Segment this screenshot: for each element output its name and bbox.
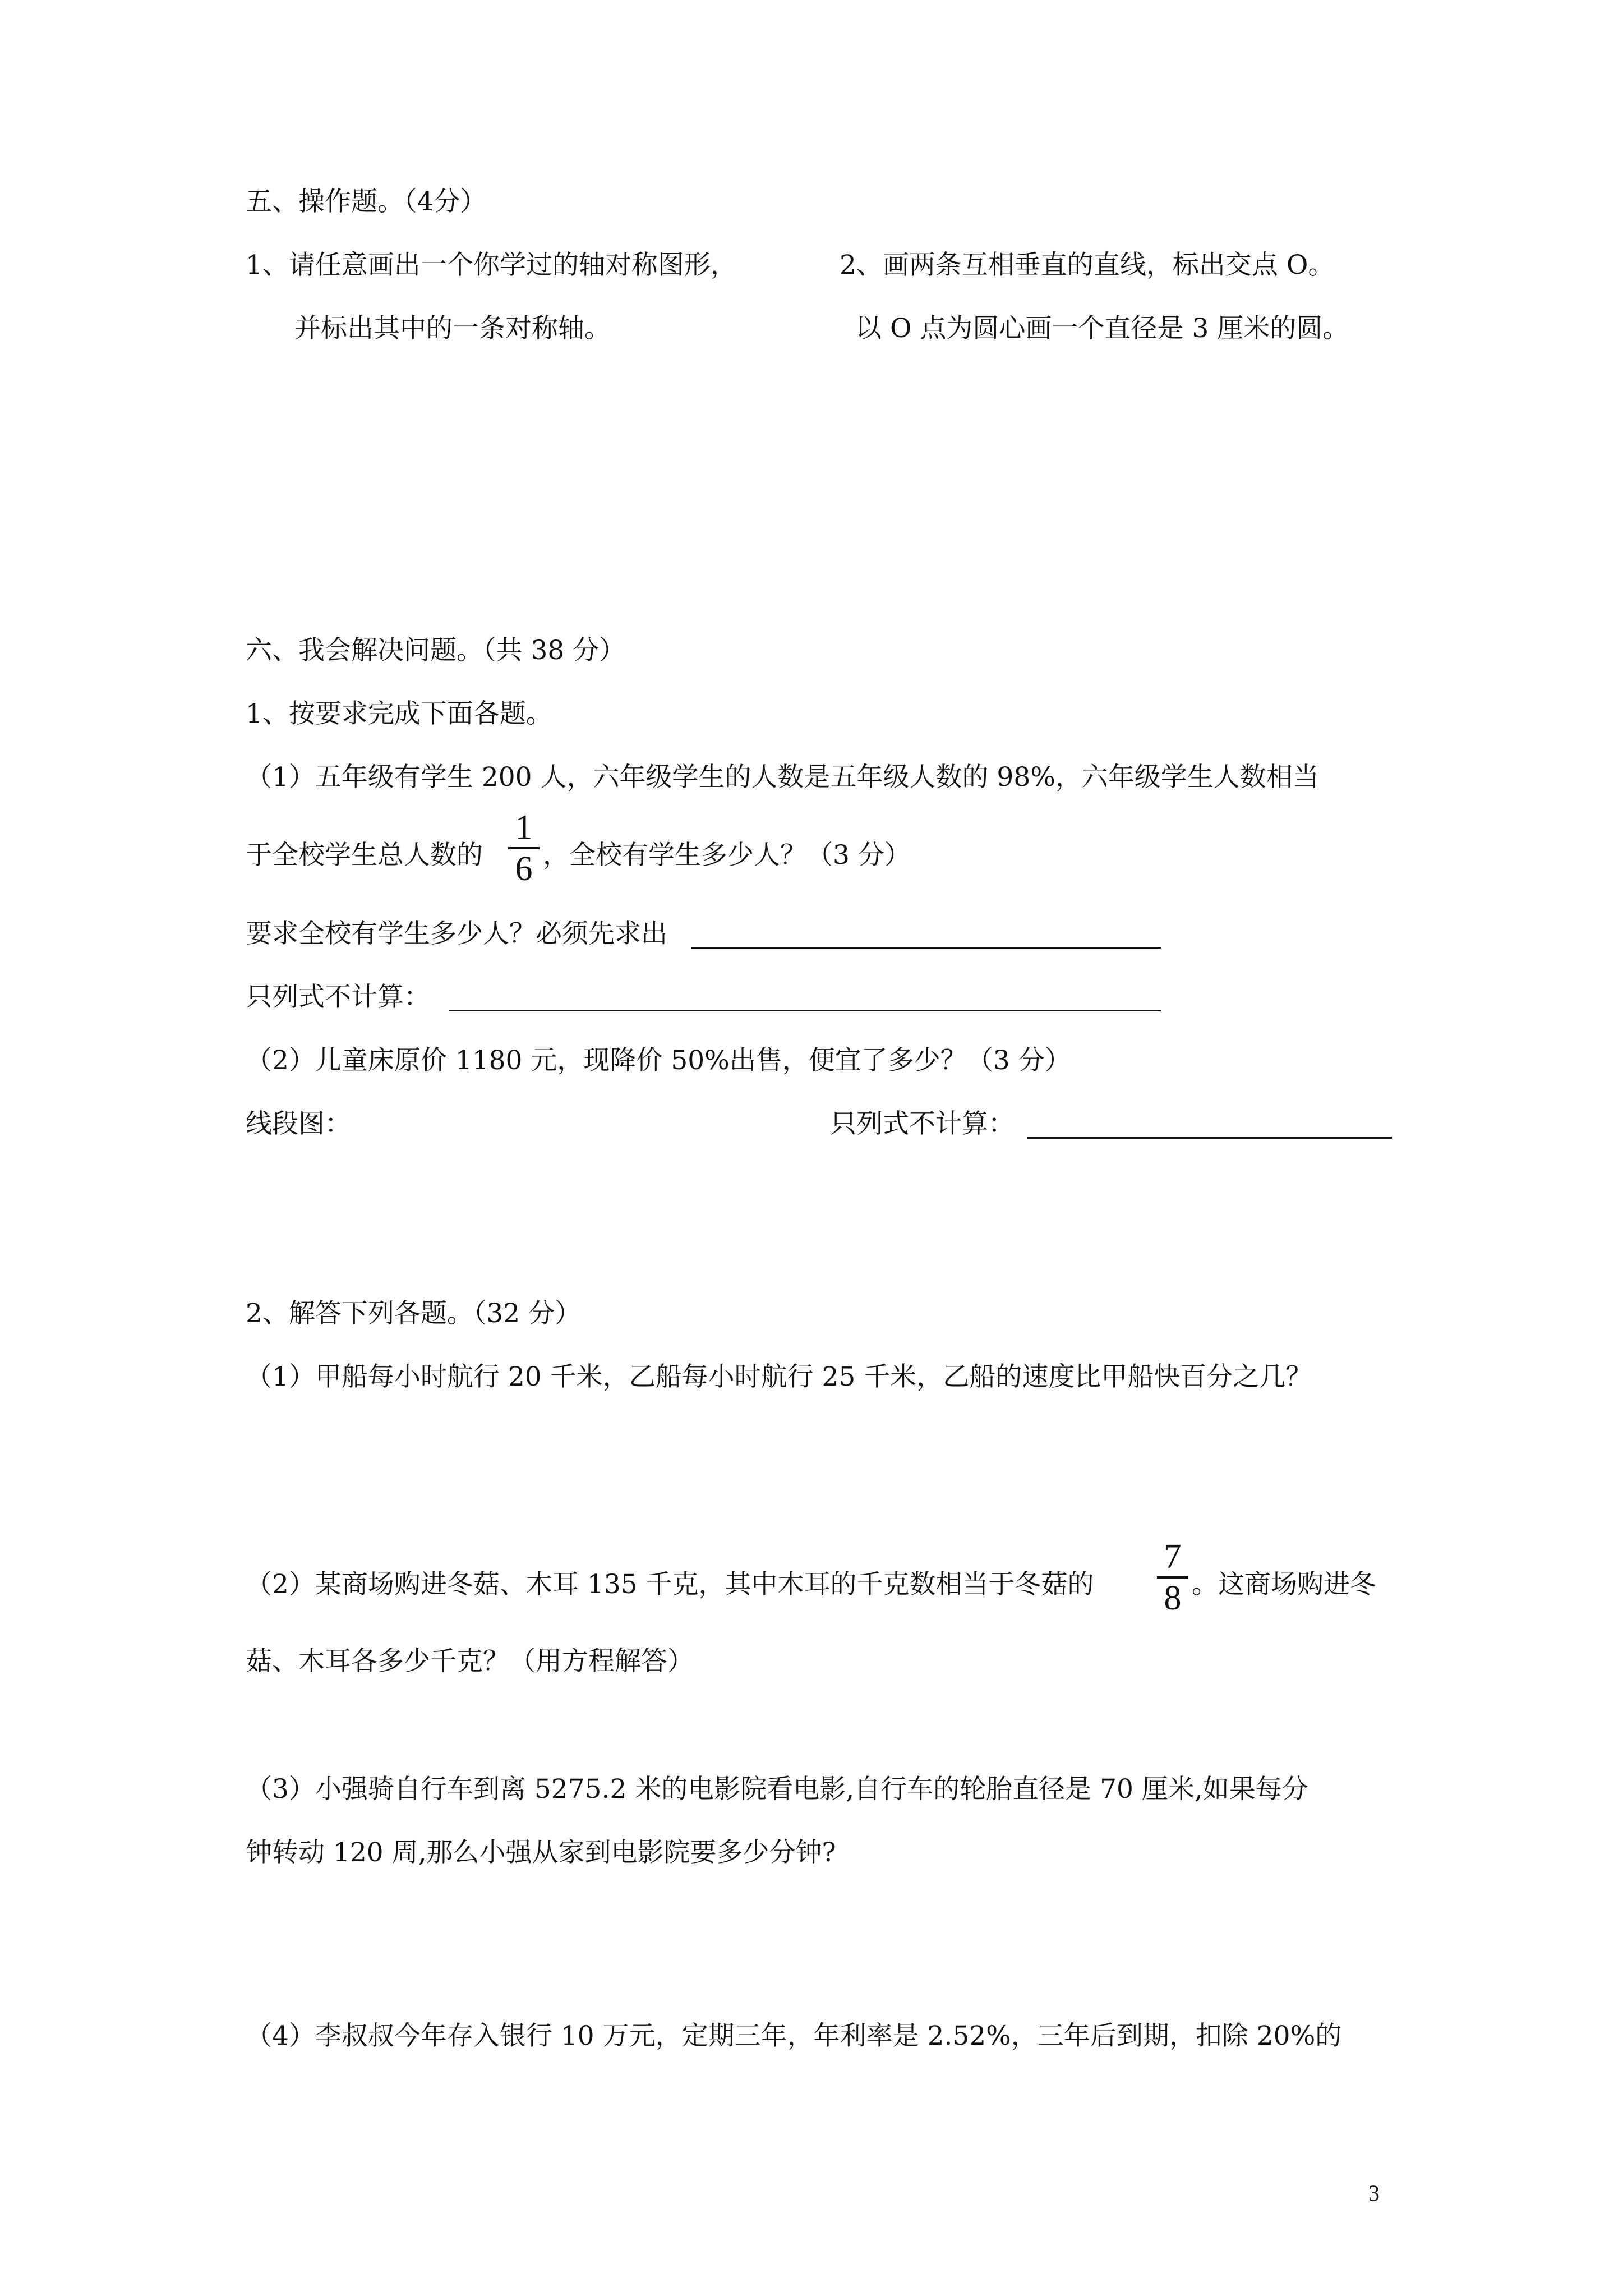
fraction-numerator: 7 — [1164, 1538, 1182, 1576]
s5-q2-line1: 2、画两条互相垂直的直线，标出交点 O。 — [840, 250, 1335, 280]
s6-part2-q2-line1-after: 。这商场购进冬 — [1192, 1569, 1376, 1600]
fraction-denominator: 6 — [515, 850, 533, 888]
answer-blank-3[interactable] — [1027, 1137, 1392, 1139]
s6-p2-formula-label: 只列式不计算： — [830, 1108, 1015, 1139]
section6-title: 六、我会解决问题。（共 38 分） — [246, 635, 626, 666]
s6-p2-diagram-label: 线段图： — [246, 1108, 351, 1139]
s6-p1-prompt1: 要求全校有学生多少人？必须先求出 — [246, 918, 667, 949]
s6-p2-line1: （2）儿童床原价 1180 元，现降价 50%出售，便宜了多少？（3 分） — [246, 1045, 1071, 1076]
fraction-bar — [1157, 1576, 1188, 1579]
s6-p1-prompt2: 只列式不计算： — [246, 982, 430, 1013]
answer-blank-2[interactable] — [449, 1010, 1161, 1011]
s5-q2-line2: 以 O 点为圆心画一个直径是 3 厘米的圆。 — [855, 313, 1349, 344]
s6-part2-q1: （1）甲船每小时航行 20 千米，乙船每小时航行 25 千米，乙船的速度比甲船快百分之几？ — [246, 1361, 1312, 1392]
fraction-one-sixth — [508, 809, 540, 887]
s6-part2-q3-line1: （3）小强骑自行车到离 5275.2 米的电影院看电影,自行车的轮胎直径是 70 厘米,如果每分 — [246, 1774, 1308, 1805]
s5-q1-line2: 并标出其中的一条对称轴。 — [294, 313, 611, 344]
fraction-bar — [508, 847, 540, 849]
s6-p1-line1: （1）五年级有学生 200 人，六年级学生的人数是五年级人数的 98%，六年级学生人数相当 — [246, 762, 1319, 793]
s5-q1-line1: 1、请任意画出一个你学过的轴对称图形， — [246, 250, 737, 280]
answer-blank-1[interactable] — [691, 947, 1161, 949]
s6-part1-title: 1、按要求完成下面各题。 — [246, 698, 552, 729]
section5-title: 五、操作题。（4分） — [246, 186, 487, 217]
s6-part2-q4-line1: （4）李叔叔今年存入银行 10 万元，定期三年，年利率是 2.52%，三年后到期，扣除 20%的 — [246, 2021, 1342, 2051]
s6-part2-q3-line2: 钟转动 120 周,那么小强从家到电影院要多少分钟? — [246, 1837, 836, 1868]
s6-part2-q2-line2: 菇、木耳各多少千克？（用方程解答） — [246, 1646, 694, 1677]
s6-p1-line2-before: 于全校学生总人数的 — [246, 840, 483, 871]
fraction-numerator: 1 — [515, 808, 533, 846]
fraction-denominator: 8 — [1164, 1579, 1182, 1617]
page-number: 3 — [1368, 2180, 1380, 2206]
s6-part2-title: 2、解答下列各题。（32 分） — [246, 1298, 582, 1329]
fraction-seven-eighths — [1157, 1538, 1188, 1617]
s6-part2-q2-line1-before: （2）某商场购进冬菇、木耳 135 千克，其中木耳的千克数相当于冬菇的 — [246, 1569, 1094, 1600]
s6-p1-line2-after: ，全校有学生多少人？（3 分） — [543, 840, 911, 871]
